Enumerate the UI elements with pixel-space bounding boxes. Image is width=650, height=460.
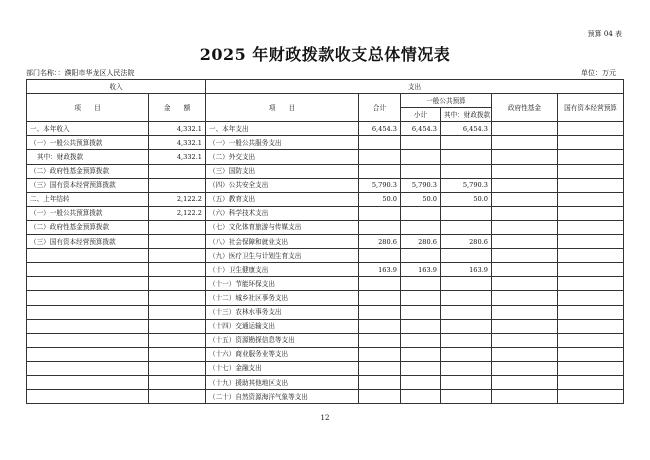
gov-fund-cell: [492, 206, 558, 220]
gov-fund-cell: [492, 249, 558, 263]
subtotal-cell: 280.6: [401, 235, 441, 249]
fiscal-cell: [441, 136, 492, 150]
fiscal-header: 其中：财政拨款: [441, 108, 492, 122]
gov-fund-cell: [492, 347, 558, 361]
gov-fund-cell: [492, 235, 558, 249]
income-amount-cell: [149, 347, 206, 361]
income-amount-cell: 2,122.2: [149, 192, 206, 206]
fiscal-cell: [441, 277, 492, 291]
fiscal-cell: 50.0: [441, 192, 492, 206]
gov-fund-cell: [492, 192, 558, 206]
income-item-cell: [27, 390, 149, 404]
table-row: [27, 361, 624, 375]
subtotal-cell: [401, 277, 441, 291]
income-item-cell: [27, 375, 149, 389]
total-cell: [359, 206, 401, 220]
fiscal-cell: 280.6: [441, 235, 492, 249]
income-item-cell: [27, 263, 149, 277]
subtotal-cell: 163.9: [401, 263, 441, 277]
soe-capital-header: 国有资本经营预算: [558, 94, 624, 122]
expense-item-cell: （三）国防支出: [206, 164, 359, 178]
income-item-cell: （二）政府性基金预算拨款: [27, 164, 149, 178]
total-cell: [359, 164, 401, 178]
total-cell: [359, 220, 401, 234]
gov-fund-cell: [492, 122, 558, 136]
fiscal-cell: [441, 220, 492, 234]
expense-item-cell: （十）卫生健康支出: [206, 263, 359, 277]
total-cell: 50.0: [359, 192, 401, 206]
gov-fund-cell: [492, 305, 558, 319]
soe-capital-cell: [558, 347, 624, 361]
table-row: [27, 375, 624, 389]
gov-fund-cell: [492, 136, 558, 150]
header-row-2: [27, 94, 624, 108]
fiscal-cell: [441, 390, 492, 404]
expense-item-cell: （十九）援助其他地区支出: [206, 375, 359, 389]
total-cell: [359, 136, 401, 150]
total-cell: 6,454.3: [359, 122, 401, 136]
gov-fund-header: 政府性基金: [492, 94, 558, 122]
gpb-header: 一般公共预算: [401, 94, 492, 108]
expense-item-cell: （四）公共安全支出: [206, 178, 359, 192]
gov-fund-cell: [492, 291, 558, 305]
table-row: [27, 178, 624, 192]
table-row: [27, 390, 624, 404]
total-cell: [359, 347, 401, 361]
total-cell: 163.9: [359, 263, 401, 277]
table-row: [27, 319, 624, 333]
table-row: [27, 305, 624, 319]
table-row: [27, 291, 624, 305]
total-cell: 5,790.3: [359, 178, 401, 192]
subtotal-cell: [401, 136, 441, 150]
soe-capital-cell: [558, 206, 624, 220]
income-amount-cell: [149, 375, 206, 389]
fiscal-cell: [441, 375, 492, 389]
subtotal-header: 小计: [401, 108, 441, 122]
total-cell: [359, 150, 401, 164]
income-amount-cell: [149, 220, 206, 234]
income-item-cell: [27, 319, 149, 333]
fiscal-cell: [441, 333, 492, 347]
income-item-cell: 二、上年结转: [27, 192, 149, 206]
income-item-cell: （一）一般公共预算拨款: [27, 206, 149, 220]
fiscal-cell: [441, 291, 492, 305]
soe-capital-cell: [558, 361, 624, 375]
income-item-cell: 一、本年收入: [27, 122, 149, 136]
soe-capital-cell: [558, 164, 624, 178]
expense-item-cell: 一、本年支出: [206, 122, 359, 136]
soe-capital-cell: [558, 136, 624, 150]
expense-item-cell: （七）文化体育旅游与传媒支出: [206, 220, 359, 234]
expense-item-cell: （十四）交通运输支出: [206, 319, 359, 333]
income-amount-cell: [149, 277, 206, 291]
soe-capital-cell: [558, 390, 624, 404]
expense-item-cell: （九）医疗卫生与计划生育支出: [206, 249, 359, 263]
gov-fund-cell: [492, 333, 558, 347]
page-number: 12: [320, 414, 330, 422]
soe-capital-cell: [558, 235, 624, 249]
fiscal-cell: [441, 164, 492, 178]
expense-item-cell: （一）一般公共服务支出: [206, 136, 359, 150]
gov-fund-cell: [492, 150, 558, 164]
fiscal-cell: [441, 319, 492, 333]
fiscal-cell: [441, 206, 492, 220]
header-row-1: [27, 80, 624, 94]
income-amount-cell: [149, 164, 206, 178]
table-row: [27, 235, 624, 249]
subtotal-cell: [401, 319, 441, 333]
soe-capital-cell: [558, 220, 624, 234]
table-row: [27, 220, 624, 234]
table-row: [27, 333, 624, 347]
soe-capital-cell: [558, 291, 624, 305]
income-amount-cell: [149, 305, 206, 319]
income-amount-header: 金 额: [149, 94, 206, 122]
total-cell: [359, 319, 401, 333]
income-item-cell: [27, 277, 149, 291]
table-body: [27, 122, 624, 404]
soe-capital-cell: [558, 319, 624, 333]
soe-capital-cell: [558, 305, 624, 319]
income-item-cell: （一）一般公共预算拨款: [27, 136, 149, 150]
gov-fund-cell: [492, 361, 558, 375]
subtotal-cell: [401, 206, 441, 220]
income-item-cell: [27, 347, 149, 361]
expense-item-cell: （十三）农林水事务支出: [206, 305, 359, 319]
fiscal-cell: [441, 361, 492, 375]
budget-table: [26, 79, 624, 404]
subtotal-cell: 6,454.3: [401, 122, 441, 136]
gov-fund-cell: [492, 263, 558, 277]
soe-capital-cell: [558, 375, 624, 389]
subtotal-cell: [401, 333, 441, 347]
page-title: 2025 年财政拨款收支总体情况表: [199, 45, 451, 64]
fiscal-cell: [441, 305, 492, 319]
table-row: [27, 136, 624, 150]
income-item-cell: [27, 291, 149, 305]
subtotal-cell: [401, 291, 441, 305]
total-cell: [359, 333, 401, 347]
subtotal-cell: [401, 375, 441, 389]
expense-header: 支出: [206, 80, 624, 94]
table-row: [27, 192, 624, 206]
subtotal-cell: [401, 249, 441, 263]
expense-item-cell: （十二）城乡社区事务支出: [206, 291, 359, 305]
soe-capital-cell: [558, 277, 624, 291]
soe-capital-cell: [558, 249, 624, 263]
subtotal-cell: [401, 390, 441, 404]
income-amount-cell: [149, 249, 206, 263]
income-item-cell: （三）国有资本经营预算拨款: [27, 178, 149, 192]
income-item-header: 项 目: [27, 94, 149, 122]
total-cell: [359, 249, 401, 263]
total-cell: [359, 291, 401, 305]
table-row: [27, 263, 624, 277]
table-row: [27, 150, 624, 164]
total-cell: [359, 390, 401, 404]
subtotal-cell: [401, 164, 441, 178]
subtotal-cell: [401, 361, 441, 375]
subtotal-cell: [401, 150, 441, 164]
fiscal-cell: 6,454.3: [441, 122, 492, 136]
subtotal-cell: 50.0: [401, 192, 441, 206]
expense-item-header: 项 目: [206, 94, 359, 122]
soe-capital-cell: [558, 263, 624, 277]
soe-capital-cell: [558, 178, 624, 192]
income-item-cell: [27, 249, 149, 263]
income-amount-cell: 4,332.1: [149, 122, 206, 136]
soe-capital-cell: [558, 122, 624, 136]
form-number: 预算 04 表: [587, 30, 622, 38]
unit-label: 单位：万元: [581, 69, 616, 77]
expense-item-cell: （二十）自然资源海洋气象等支出: [206, 390, 359, 404]
income-amount-cell: 2,122.2: [149, 206, 206, 220]
expense-item-cell: （八）社会保障和就业支出: [206, 235, 359, 249]
gov-fund-cell: [492, 220, 558, 234]
expense-item-cell: （五）教育支出: [206, 192, 359, 206]
department-label: 部门名称：：濮阳市华龙区人民法院: [26, 69, 135, 77]
table-row: [27, 122, 624, 136]
income-amount-cell: [149, 390, 206, 404]
subtotal-cell: [401, 305, 441, 319]
expense-item-cell: （二）外交支出: [206, 150, 359, 164]
total-cell: [359, 361, 401, 375]
gov-fund-cell: [492, 277, 558, 291]
soe-capital-cell: [558, 333, 624, 347]
expense-item-cell: （十五）资源勘探信息等支出: [206, 333, 359, 347]
fiscal-cell: [441, 347, 492, 361]
subtotal-cell: [401, 347, 441, 361]
subtotal-cell: 5,790.3: [401, 178, 441, 192]
income-item-cell: （二）政府性基金预算拨款: [27, 220, 149, 234]
fiscal-cell: 5,790.3: [441, 178, 492, 192]
income-amount-cell: [149, 333, 206, 347]
table-row: [27, 347, 624, 361]
income-amount-cell: [149, 263, 206, 277]
gov-fund-cell: [492, 164, 558, 178]
total-cell: [359, 277, 401, 291]
soe-capital-cell: [558, 192, 624, 206]
soe-capital-cell: [558, 150, 624, 164]
total-cell: [359, 375, 401, 389]
total-header: 合计: [359, 94, 401, 122]
total-cell: [359, 305, 401, 319]
total-cell: 280.6: [359, 235, 401, 249]
fiscal-cell: 163.9: [441, 263, 492, 277]
expense-item-cell: （十七）金融支出: [206, 361, 359, 375]
income-amount-cell: [149, 178, 206, 192]
fiscal-cell: [441, 249, 492, 263]
table-row: [27, 277, 624, 291]
income-item-cell: [27, 333, 149, 347]
table-row: [27, 164, 624, 178]
gov-fund-cell: [492, 390, 558, 404]
expense-item-cell: （六）科学技术支出: [206, 206, 359, 220]
table-row: [27, 249, 624, 263]
income-amount-cell: [149, 291, 206, 305]
income-amount-cell: [149, 319, 206, 333]
income-item-cell: （三）国有资本经营预算拨款: [27, 235, 149, 249]
expense-item-cell: （十六）商业服务业等支出: [206, 347, 359, 361]
income-amount-cell: [149, 361, 206, 375]
gov-fund-cell: [492, 319, 558, 333]
income-amount-cell: [149, 235, 206, 249]
fiscal-cell: [441, 150, 492, 164]
expense-item-cell: （十一）节能环保支出: [206, 277, 359, 291]
income-amount-cell: 4,332.1: [149, 150, 206, 164]
income-amount-cell: 4,332.1: [149, 136, 206, 150]
income-header: 收入: [27, 80, 206, 94]
subtotal-cell: [401, 220, 441, 234]
income-item-cell: [27, 305, 149, 319]
table-row: [27, 206, 624, 220]
income-item-cell: [27, 361, 149, 375]
gov-fund-cell: [492, 375, 558, 389]
income-item-cell: 其中：财政拨款: [27, 150, 149, 164]
gov-fund-cell: [492, 178, 558, 192]
